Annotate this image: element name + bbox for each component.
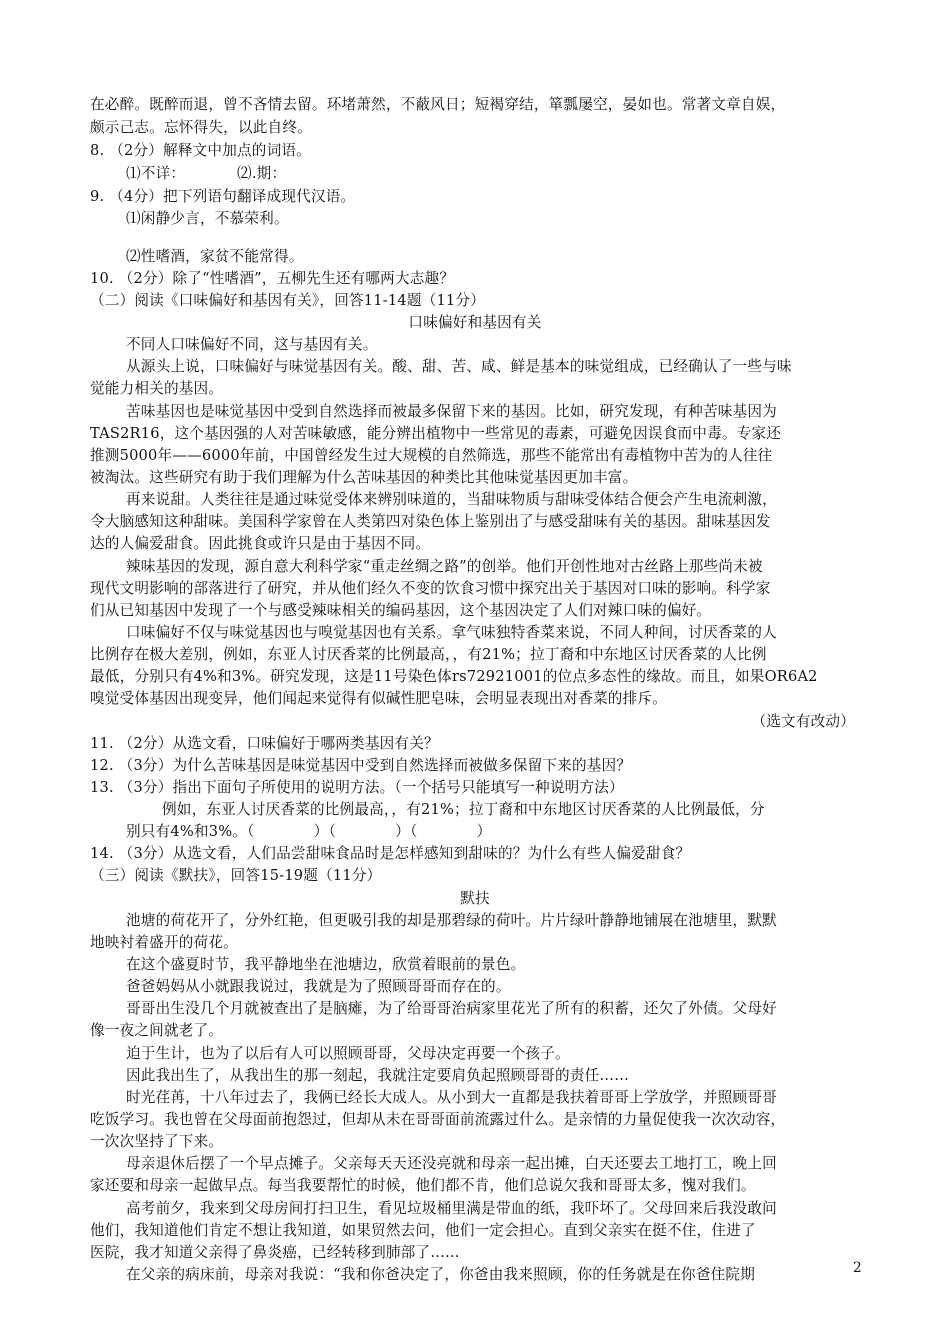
question-12: 12. （3分）为什么苦味基因是味觉基因中受到自然选择而被做多保留下来的基因？: [90, 757, 632, 774]
section-3-title: 默扶: [460, 890, 490, 907]
question-9-stem: 9. （4分）把下列语句翻译成现代汉语。: [90, 188, 356, 205]
passage-line: 令大脑感知这种甜味。美国科学家曾在人类第四对染色体上鉴别出了与感受甜味有关的基因。甜味基因发: [90, 513, 771, 530]
question-13-example: 例如，东亚人讨厌香菜的比例最高，，有21%；拉丁裔和中东地区讨厌香菜的人比例最低，分: [162, 801, 765, 818]
passage-line: 现代文明影响的部落进行了研究，并从他们经久不变的饮食习惯中探究出关于基因对口味的影响。科学家: [90, 580, 771, 597]
question-8-stem: 8. （2分）解释文中加点的词语。: [90, 142, 311, 159]
passage-line: TAS2R16，这个基因强的人对苦味敏感，能分辨出植物中一些常见的毒素，可避免因误食而中毒。专家还: [90, 425, 782, 442]
question-9-item-1: ⑴闲静少言，不慕荣利。: [126, 210, 289, 227]
passage-line: 像一夜之间就老了。: [90, 1022, 224, 1039]
passage-line: 推测5000年——6000年前，中国曾经发生过大规模的自然筛选，那些不能常出有毒植物中苦为的人往往: [90, 447, 773, 464]
passage-line: 再来说甜。人类往往是通过味觉受体来辨别味道的，当甜味物质与甜味受体结合便会产生电流刺激，: [126, 491, 777, 508]
source-note: （选文有改动）: [751, 713, 855, 730]
section-2-title: 口味偏好和基因有关: [408, 314, 542, 331]
passage-line: 辣味基因的发现，源自意大利科学家“重走丝绸之路”的创举。他们开创性地对古丝路上那些尚未被: [126, 558, 763, 575]
passage-line: 一次次坚持了下来。: [90, 1133, 224, 1150]
passage-line: 高考前夕，我来到父母房间打扫卫生，看见垃圾桶里满是带血的纸，我吓坏了。父母回来后我没敢问: [126, 1200, 777, 1217]
passage-line: 最低，分别只有4%和3%。研究发现，这是11号染色体rs72921001的位点多态性的缘故。而且，如果OR6A2: [90, 668, 818, 685]
passage-line: 吃饭学习。我也曾在父母面前抱怨过，但却从未在哥哥面前流露过什么。是亲情的力量促使我一次次动容，: [90, 1111, 786, 1128]
passage-line: 从源头上说，口味偏好与味觉基因有关。酸、甜、苦、咸、鲜是基本的味觉组成，已经确认了一些与味: [126, 358, 792, 375]
text-line: 在必醉。既醉而退，曾不吝情去留。环堵萧然，不蔽风日；短褐穿结，箪瓢屡空，晏如也。常著文章自娱，: [90, 96, 786, 113]
passage-line: 在父亲的病床前，母亲对我说：“我和你爸决定了，你爸由我来照顾，你的任务就是在你爸住院期: [126, 1266, 756, 1283]
passage-line: 哥哥出生没几个月就被查出了是脑瘫，为了给哥哥治病家里花光了所有的积蓄，还欠了外债。父母好: [126, 1000, 777, 1017]
passage-line: 母亲退休后摆了一个早点摊子。父亲每天天还没亮就和母亲一起出摊，白天还要去工地打工，晚上回: [126, 1155, 777, 1172]
passage-line: 被淘汰。这些研究有助于我们理解为什么苦味基因的种类比其他味觉基因更加丰富。: [90, 469, 638, 486]
passage-line: 医院，我才知道父亲得了鼻炎癌，已经转移到肺部了……: [90, 1244, 460, 1261]
page-number: 2: [852, 1260, 862, 1276]
passage-line: 口味偏好不仅与味觉基因也与嗅觉基因也有关系。拿气味独特香菜来说，不同人种间，讨厌香菜的人: [126, 624, 777, 641]
question-13-stem: 13. （3分）指出下面句子所使用的说明方法。（一个括号只能填写一种说明方法）: [90, 779, 624, 796]
question-10: 10. （2分）除了“性嗜酒”，五柳先生还有哪两大志趣？: [90, 270, 455, 287]
passage-line: 家还要和母亲一起做早点。每当我要帮忙的时候，他们都不肯，他们总说欠我和哥哥太多，愧对我们。: [90, 1177, 756, 1194]
passage-line: 因此我出生了，从我出生的那一刻起，我就注定要肩负起照顾哥哥的责任……: [126, 1067, 629, 1084]
passage-line: 们从已知基因中发现了一个与感受辣味相关的编码基因，这个基因决定了人们对辣口味的偏好。: [90, 602, 712, 619]
passage-line: 池塘的荷花开了，分外红艳，但更吸引我的却是那碧绿的荷叶。片片绿叶静静地铺展在池塘里，默默: [126, 912, 777, 929]
question-14: 14. （3分）从选文看，人们品尝甜味食品时是怎样感知到甜味的？为什么有些人偏爱甜食？: [90, 845, 691, 862]
passage-line: 比例存在极大差别，例如，东亚人讨厌香菜的比例最高，，有21%；拉丁裔和中东地区讨厌香菜的人比例: [90, 646, 767, 663]
passage-line: 达的人偏爱甜食。因此挑食或许只是由于基因不同。: [90, 535, 431, 552]
section-3-heading: （三）阅读《默扶》，回答15-19题（11分）: [90, 867, 382, 884]
passage-line: 他们，我知道他们肯定不想让我知道，如果贸然去问，他们一定会担心。直到父亲实在挺不住，住进了: [90, 1222, 756, 1239]
passage-line: 嗅觉受体基因出现变异，他们闻起来觉得有似碱性肥皂味，会明显表现出对香菜的排斥。: [90, 690, 667, 707]
section-2-heading: （二）阅读《口味偏好和基因有关》，回答11-14题（11分）: [90, 292, 485, 309]
passage-line: 不同人口味偏好不同，这与基因有关。: [126, 336, 378, 353]
passage-line: 时光荏苒，十八年过去了，我俩已经长大成人。从小到大一直都是我扶着哥哥上学放学，并照顾哥哥: [126, 1089, 777, 1106]
passage-line: 爸爸妈妈从小就跟我说过，我就是为了照顾哥哥而存在的。: [126, 978, 511, 995]
question-8-items: ⑴不详： ⑵.期：: [126, 165, 287, 182]
passage-line: 迫于生计，也为了以后有人可以照顾哥哥，父母决定再要一个孩子。: [126, 1045, 570, 1062]
text-line: 颇示己志。忘怀得失，以此自终。: [90, 119, 312, 136]
question-9-item-2: ⑵性嗜酒，家贫不能常得。: [126, 248, 304, 265]
question-13-answer-blanks: 别只有4%和3%。（ ）（ ）（ ）: [126, 823, 492, 840]
passage-line: 苦味基因也是味觉基因中受到自然选择而被最多保留下来的基因。比如，研究发现，有种苦味基因为: [126, 403, 777, 420]
passage-line: 地映衬着盛开的荷花。: [90, 934, 238, 951]
question-11: 11. （2分）从选文看，口味偏好于哪两类基因有关？: [90, 735, 439, 752]
passage-line: 觉能力相关的基因。: [90, 380, 224, 397]
passage-line: 在这个盛夏时节，我平静地坐在池塘边，欣赏着眼前的景色。: [126, 956, 526, 973]
